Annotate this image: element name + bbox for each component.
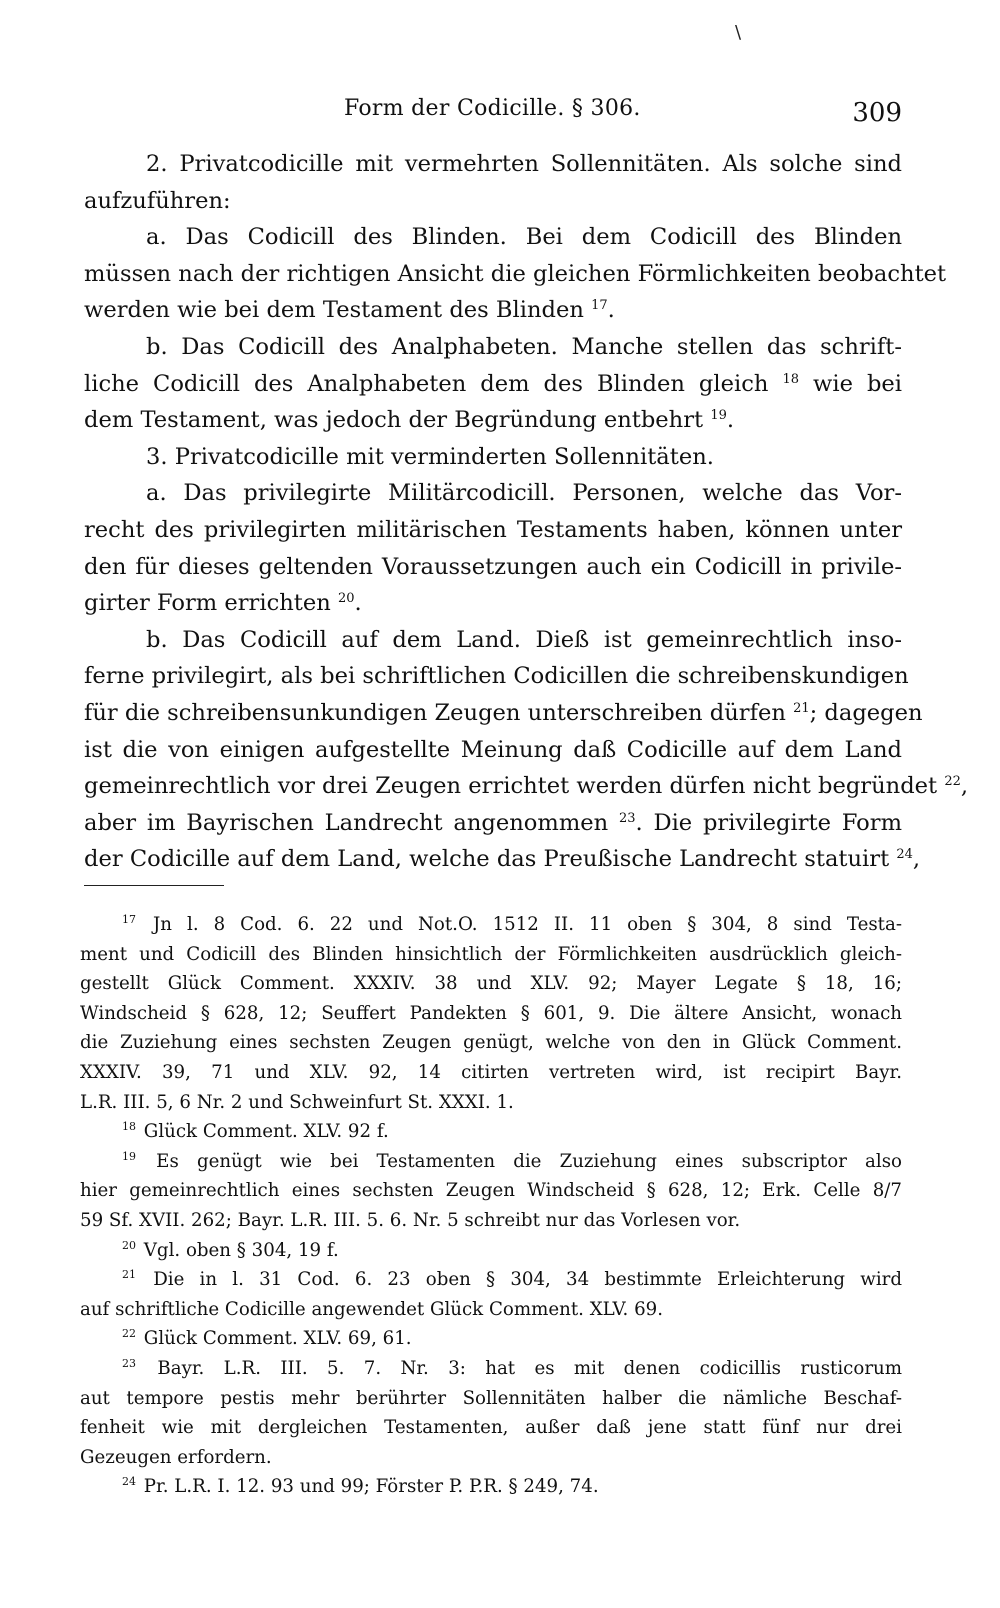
text-run: , — [960, 773, 969, 800]
footnote-line — [80, 1147, 902, 1177]
footnote-line: auf schriftliche Codicille angewendet Glück Comment. XLV. 69. — [80, 1298, 663, 1320]
footnote-ref: 22 — [944, 774, 961, 790]
text-line: den für dieses geltenden Voraussetzungen auch ein Codicill in privile- — [84, 553, 902, 580]
footnote-ref: 17 — [591, 298, 608, 314]
footnote-line: hier gemeinrechtlich eines sechsten Zeugen Windscheid § 628, 12; Erk. Celle 8/7 — [80, 1180, 902, 1202]
text-line: b. Das Codicill auf dem Land. Dieß ist gemeinrechtlich inso- — [146, 626, 902, 653]
text-run: ; dagegen — [809, 699, 923, 726]
footnote-line: die Zuziehung eines sechsten Zeugen genügt, welche von den in Glück Comment. — [80, 1032, 902, 1054]
text-run: Die in l. 31 Cod. 6. 23 oben § 304, 34 bestimmte Erleichterung wird — [153, 1269, 902, 1291]
page-number: 309 — [852, 98, 902, 128]
text-line — [84, 805, 902, 842]
text-run: werden wie bei dem Testament des Blinden — [84, 297, 584, 324]
text-run: Es genügt wie bei Testamenten die Zuziehung eines subscriptor also — [156, 1150, 902, 1172]
text-line — [84, 402, 902, 439]
footnote-line: ment und Codicill des Blinden hinsichtlich der Förmlichkeiten ausdrücklich gleich- — [80, 943, 902, 965]
footnote-ref: 19 — [710, 408, 727, 424]
page-header — [84, 96, 902, 132]
text-run: Jn l. 8 Cod. 6. 22 und Not.O. 1512 II. 11 oben § 304, 8 sind Testa- — [153, 914, 902, 935]
footnote-ref: 20 — [337, 591, 355, 607]
text-line: 2. Privatcodicille mit vermehrten Sollennitäten. Als solche sind — [146, 151, 902, 177]
footnote-line — [80, 1265, 902, 1295]
text-run: girter Form errichten — [84, 590, 331, 617]
footnote-line — [80, 1117, 902, 1147]
text-line: 3. Privatcodicille mit verminderten Sollennitäten. — [146, 443, 714, 470]
footnote-number: 23 — [122, 1356, 136, 1370]
text-run: . — [354, 590, 362, 617]
footnote-ref: 18 — [782, 371, 799, 387]
text-run: . — [726, 407, 735, 434]
text-run: Bayr. L.R. III. 5. 7. Nr. 3: hat es mit denen codicillis rusticorum — [157, 1357, 902, 1379]
footnote-number: 19 — [122, 1149, 136, 1163]
text-line: ferne privilegirt, als bei schriftlichen Codicillen die schreibenskundigen — [84, 663, 909, 690]
footnote-line: XXXIV. 39, 71 und XLV. 92, 14 citirten vertreten wird, ist recipirt Bayr. — [80, 1061, 902, 1083]
text-line: a. Das privilegirte Militärcodicill. Personen, welche das Vor- — [146, 480, 902, 507]
footnote-number: 17 — [122, 913, 136, 926]
text-line: ist die von einigen aufgestellte Meinung daß Codicille auf dem Land — [84, 736, 902, 763]
footnote-line: L.R. III. 5, 6 Nr. 2 und Schweinfurt St. XXXI. 1. — [80, 1091, 514, 1113]
text-line — [84, 695, 923, 732]
footnote-number: 20 — [122, 1238, 136, 1252]
footnote-line: 59 Sf. XVII. 262; Bayr. L.R. III. 5. 6. Nr. 5 schreibt nur das Vorlesen vor. — [80, 1209, 741, 1231]
text-line — [84, 585, 902, 622]
footnote-line: Windscheid § 628, 12; Seuffert Pandekten § 601, 9. Die ältere Ansicht, wonach — [80, 1002, 902, 1024]
text-run: gemeinrechtlich vor drei Zeugen errichtet werden dürfen nicht begründet — [84, 773, 938, 800]
footnote-number: 21 — [122, 1268, 136, 1282]
footnote-ref: 21 — [793, 700, 810, 716]
text-line: b. Das Codicill des Analphabeten. Manche stellen das schrift- — [146, 333, 902, 360]
footnote-line — [80, 1236, 902, 1266]
text-run: . Die privilegirte Form — [635, 809, 902, 836]
footnote-divider — [84, 885, 224, 886]
text-run: Glück Comment. XLV. 69, 61. — [143, 1328, 412, 1350]
text-run: . — [607, 297, 615, 324]
text-line: müssen nach der richtigen Ansicht die gleichen Förmlichkeiten beobachtet — [84, 260, 947, 287]
footnote-line — [80, 1324, 902, 1354]
text-run: aber im Bayrischen Landrecht angenommen — [84, 809, 609, 836]
text-run: Pr. L.R. I. 12. 93 und 99; Förster P. P.R. § 249, 74. — [143, 1476, 599, 1498]
text-run: , — [912, 846, 921, 873]
footnote-line — [80, 1354, 902, 1384]
footnote-number: 24 — [122, 1475, 136, 1489]
footnote-number: 18 — [122, 1120, 136, 1134]
text-line — [84, 841, 921, 878]
text-run: Glück Comment. XLV. 92 f. — [143, 1121, 389, 1143]
footnote-line: gestellt Glück Comment. XXXIV. 38 und XLV. 92; Mayer Legate § 18, 16; — [80, 973, 902, 995]
text-run: der Codicille auf dem Land, welche das Preußische Landrecht statuirt — [84, 846, 890, 873]
footnote-line: Gezeugen erfordern. — [80, 1446, 272, 1468]
footnote-line — [80, 910, 902, 940]
main-text — [84, 146, 969, 878]
running-title: Form der Codicille. § 306. — [344, 96, 641, 121]
footnote-number: 22 — [122, 1327, 136, 1341]
text-line — [84, 366, 902, 403]
text-run: für die schreibensunkundigen Zeugen unterschreiben dürfen — [84, 699, 786, 726]
text-line — [84, 292, 902, 329]
text-line: recht des privilegirten militärischen Testaments haben, können unter — [84, 516, 902, 543]
text-line: aufzuführen: — [84, 187, 231, 214]
footnote-ref: 24 — [896, 847, 913, 863]
text-line: a. Das Codicill des Blinden. Bei dem Codicill des Blinden — [146, 224, 902, 251]
text-run: dem Testament, was jedoch der Begründung entbehrt — [84, 407, 704, 434]
footnote-line — [80, 1472, 902, 1502]
text-line — [84, 768, 969, 805]
footnote-line: fenheit wie mit dergleichen Testamenten, außer daß jene statt fünf nur drei — [80, 1417, 902, 1439]
footnotes — [80, 910, 902, 1502]
footnote-ref: 23 — [618, 810, 636, 826]
scan-mark: \ — [735, 22, 742, 43]
text-run: wie bei — [813, 370, 903, 397]
footnote-line: aut tempore pestis mehr berührter Sollennitäten halber die nämliche Beschaf- — [80, 1387, 902, 1409]
text-run: liche Codicill des Analphabeten dem des Blinden gleich — [84, 370, 769, 397]
text-run: Vgl. oben § 304, 19 f. — [143, 1239, 339, 1261]
